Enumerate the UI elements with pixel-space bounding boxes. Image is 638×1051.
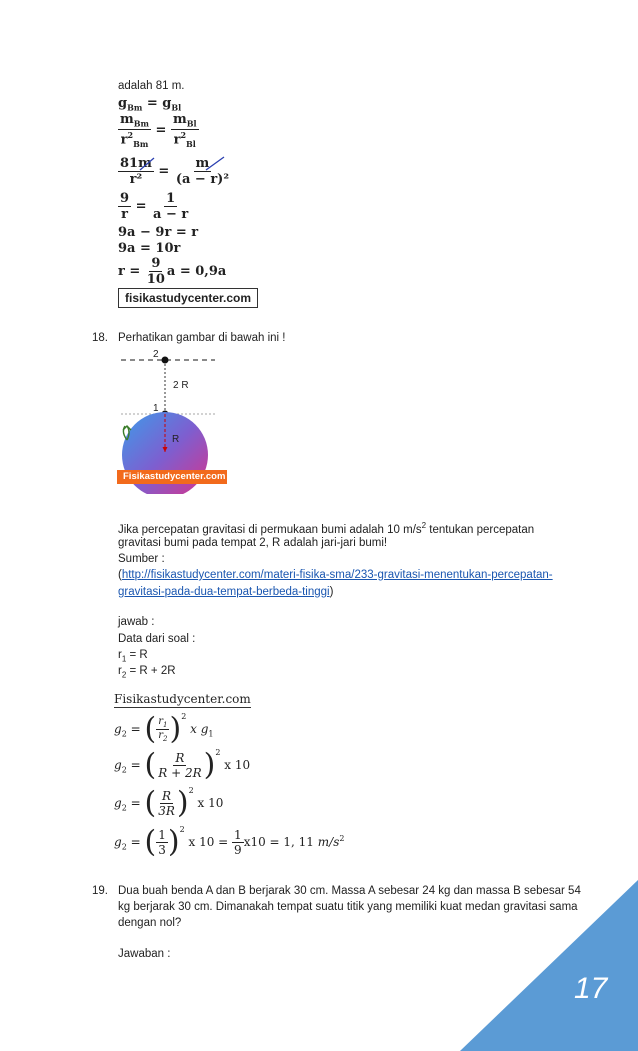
q18-source-label: Sumber :	[118, 553, 165, 565]
q18-body-line1: Jika percepatan gravitasi di permukaan bumi adalah 10 $m/s^2$ tentukan percepatan	[118, 521, 535, 536]
q18-data-label: Data dari soal :	[118, 633, 196, 645]
q19-line2: kg berjarak 30 cm. Dimanakah tempat suatu titik yang memiliki kuat medan gravitasi sama	[118, 901, 578, 913]
q18-body-line2: gravitasi bumi pada tempat 2, R adalah jari-jari bumi!	[118, 537, 388, 549]
eq-line-5: 9a − 9r = r	[118, 225, 199, 240]
fig-banner: Fisikastudycenter.com	[123, 471, 226, 482]
math-line-4: $g_2$ = ( $\frac{1}{3}$ )$^2$ x 10 = $\frac{1}{9}$ x10 = 1, 11 $m/s^2$	[114, 824, 345, 860]
q18-prompt: Perhatikan gambar di bawah ini !	[118, 332, 286, 344]
eq-line-3: $\frac{81m}{\text{r²}}$ = $\frac{m}{\text{(a − r)²}}$	[120, 156, 230, 187]
math-watermark: Fisikastudycenter.com	[114, 692, 251, 706]
q18-source-line1: (http://fisikastudycenter.com/materi-fisika-sma/233-gravitasi-menentukan-percepatan-	[118, 569, 553, 581]
eq-line-4: $\frac{9}{r}$ = $\frac{1}{a - r}$	[120, 191, 189, 222]
math-line-2: $g_2$ = ( $\frac{R}{R + 2R}$ )$^2$ x 10	[114, 747, 251, 783]
q19-line3: dengan nol?	[118, 917, 182, 929]
eq-line-7: r = $\frac{9}{10}$ a = 0,9a	[118, 256, 227, 287]
q18-source-line2: gravitasi-pada-dua-tempat-berbeda-tinggi)	[118, 586, 334, 598]
eq-line-1: $g_{Bm} = g_{Bl}$	[118, 96, 182, 113]
fig-label-2r: 2 R	[173, 380, 189, 391]
q18-answer-label: jawab :	[118, 616, 155, 628]
eq-line-6: 9a = 10r	[118, 241, 181, 256]
intro-line: adalah 81 m.	[118, 80, 185, 92]
source-link-line2[interactable]: gravitasi-pada-dua-tempat-berbeda-tinggi	[118, 586, 330, 598]
fig-label-1: 1	[153, 403, 159, 414]
q19-number: 19.	[92, 885, 108, 897]
eq-watermark: fisikastudycenter.com	[118, 288, 258, 308]
q18-number: 18.	[92, 332, 108, 344]
q19-line1: Dua buah benda A dan B berjarak 30 cm. Massa A sebesar 24 kg dan massa B sebesar 54	[118, 885, 581, 897]
eq-line-2: $\frac{m_{Bm}}{r^2_{Bm}}$ = $\frac{m_{Bl}}{r^2_{Bl}}$	[120, 112, 197, 149]
q19-answer-label: Jawaban :	[118, 948, 171, 960]
fig-label-r: R	[172, 434, 180, 445]
q18-r2: $r_2 = R + 2R$	[118, 665, 176, 680]
fig-label-2: 2	[153, 349, 159, 360]
page-number: 17	[574, 972, 608, 1005]
math-line-3: $g_2$ = ( $\frac{R}{3R}$ )$^2$ x 10	[114, 785, 224, 821]
q18-r1: $r_1 = R$	[118, 649, 148, 664]
math-line-1: $g_2$ = ( $\frac{r_1}{r_2}$ )$^2$ x $g_1$	[114, 711, 214, 747]
source-link-line1[interactable]: http://fisikastudycenter.com/materi-fisika-sma/233-gravitasi-menentukan-percepatan-	[121, 569, 553, 581]
